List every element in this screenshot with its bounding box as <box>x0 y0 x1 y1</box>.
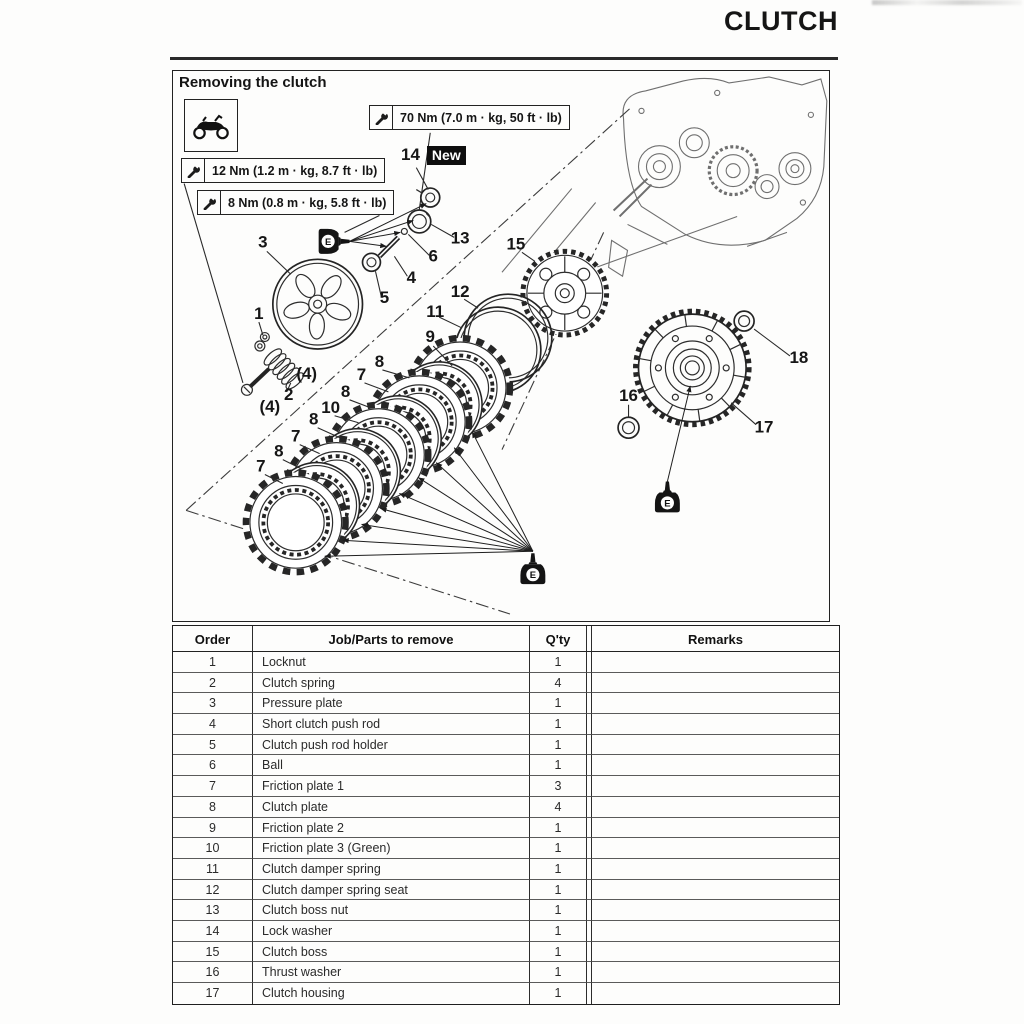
cell-remarks <box>592 838 839 859</box>
cell-order: 16 <box>173 962 253 983</box>
cell-qty: 1 <box>530 942 587 963</box>
callout-label: 8 <box>340 381 351 401</box>
callout-label: 4 <box>406 268 417 288</box>
cell-order: 6 <box>173 755 253 776</box>
cell-part: Pressure plate <box>253 693 530 714</box>
cell-part: Clutch damper spring seat <box>253 880 530 901</box>
cell-part: Lock washer <box>253 921 530 942</box>
callout-label: 8 <box>374 351 385 371</box>
cell-qty: 1 <box>530 755 587 776</box>
locknut-drawing <box>255 333 269 351</box>
torque-value: 70 Nm (7.0 m · kg, 50 ft · lb) <box>400 110 562 125</box>
oil-can-icon <box>520 553 545 584</box>
cell-remarks <box>592 797 839 818</box>
new-badge: New <box>427 146 466 165</box>
column-header-order: Order <box>173 626 253 652</box>
torque-spec-70nm <box>369 105 570 130</box>
section-title: Removing the clutch <box>179 74 327 91</box>
svg-text:E: E <box>529 570 537 582</box>
cell-remarks <box>592 714 839 735</box>
callout-label: 12 <box>450 282 470 302</box>
bracket-drawing <box>609 240 628 276</box>
oil-can-icon <box>655 482 680 513</box>
cell-part: Short clutch push rod <box>253 714 530 735</box>
cell-order: 15 <box>173 942 253 963</box>
cell-order: 3 <box>173 693 253 714</box>
spring-bolt-drawing <box>241 369 268 395</box>
cell-qty: 1 <box>530 962 587 983</box>
cell-part: Locknut <box>253 652 530 673</box>
cell-part: Clutch damper spring <box>253 859 530 880</box>
callout-label: 18 <box>789 347 809 367</box>
cell-qty: 1 <box>530 983 587 1004</box>
callout-label: 14 <box>401 145 420 164</box>
callout-label: 1 <box>254 304 264 324</box>
thrust-washer-drawing <box>618 417 639 438</box>
cell-remarks <box>592 652 839 673</box>
cell-order: 8 <box>173 797 253 818</box>
callout-label: 8 <box>308 409 319 429</box>
callout-label: (4) <box>259 396 281 416</box>
cell-remarks <box>592 900 839 921</box>
column-header-parts: Job/Parts to remove <box>253 626 530 652</box>
cell-part: Thrust washer <box>253 962 530 983</box>
callout-label: 7 <box>291 426 301 446</box>
cell-order: 4 <box>173 714 253 735</box>
cell-remarks <box>592 859 839 880</box>
cell-part: Clutch spring <box>253 673 530 694</box>
motorcycle-model-box <box>184 99 238 152</box>
callout-label: 9 <box>425 327 435 347</box>
torque-spec-12nm <box>181 158 385 183</box>
callout-label: 13 <box>450 228 470 248</box>
cell-part: Friction plate 3 (Green) <box>253 838 530 859</box>
cell-part: Clutch boss nut <box>253 900 530 921</box>
rod-holder-drawing <box>363 253 381 271</box>
crankcase-drawing <box>614 77 827 246</box>
motorcycle-icon <box>190 111 232 141</box>
torque-spec-8nm <box>197 190 394 215</box>
svg-text:E: E <box>324 236 332 248</box>
callout-label: (4) <box>296 363 318 383</box>
washer-drawing <box>734 311 754 331</box>
cell-part: Friction plate 1 <box>253 776 530 797</box>
cell-remarks <box>592 776 839 797</box>
cell-qty: 1 <box>530 735 587 756</box>
cell-part: Friction plate 2 <box>253 818 530 839</box>
cell-remarks <box>592 673 839 694</box>
callout-label: 3 <box>258 232 268 252</box>
cell-remarks <box>592 693 839 714</box>
column-header-qty: Q'ty <box>530 626 587 652</box>
wrench-icon <box>198 191 221 214</box>
callout-label: 10 <box>321 397 341 417</box>
cell-qty: 1 <box>530 900 587 921</box>
callout-label: 6 <box>428 246 438 266</box>
cell-qty: 1 <box>530 693 587 714</box>
cell-remarks <box>592 983 839 1004</box>
wrench-icon <box>370 106 393 129</box>
friction-plate-drawing <box>246 473 346 573</box>
cell-remarks <box>592 880 839 901</box>
cell-order: 12 <box>173 880 253 901</box>
callout-label: 16 <box>619 385 638 405</box>
clutch-boss-drawing <box>523 251 607 335</box>
callout-label: 5 <box>379 288 390 308</box>
cell-remarks <box>592 755 839 776</box>
header-rule <box>170 57 838 60</box>
cell-remarks <box>592 818 839 839</box>
clutch-housing-drawing <box>636 311 750 425</box>
parts-table <box>172 625 840 1005</box>
cell-order: 1 <box>173 652 253 673</box>
cell-order: 10 <box>173 838 253 859</box>
pressure-plate-drawing <box>273 259 363 349</box>
svg-text:E: E <box>664 498 671 510</box>
cell-qty: 1 <box>530 880 587 901</box>
cell-qty: 1 <box>530 859 587 880</box>
cell-qty: 1 <box>530 921 587 942</box>
ball-drawing <box>401 228 407 234</box>
scan-artifact <box>872 0 1022 5</box>
new-part-callout <box>401 145 466 165</box>
callout-label: 17 <box>754 417 774 437</box>
cell-qty: 4 <box>530 673 587 694</box>
cell-order: 7 <box>173 776 253 797</box>
cell-remarks <box>592 942 839 963</box>
callout-label: 11 <box>426 302 445 322</box>
cell-qty: 3 <box>530 776 587 797</box>
cell-remarks <box>592 735 839 756</box>
callout-label: 8 <box>274 441 284 461</box>
cell-order: 2 <box>173 673 253 694</box>
callout-label: 15 <box>506 234 526 254</box>
exploded-diagram-panel <box>172 70 830 622</box>
cell-remarks <box>592 962 839 983</box>
push-rod-drawing <box>379 237 398 256</box>
exploded-diagram <box>173 71 829 621</box>
cell-remarks <box>592 921 839 942</box>
page-title: CLUTCH <box>724 6 838 36</box>
cell-order: 9 <box>173 818 253 839</box>
cell-qty: 4 <box>530 797 587 818</box>
cell-qty: 1 <box>530 818 587 839</box>
cell-order: 11 <box>173 859 253 880</box>
cell-part: Clutch housing <box>253 983 530 1004</box>
wrench-icon <box>182 159 205 182</box>
torque-value: 12 Nm (1.2 m · kg, 8.7 ft · lb) <box>212 163 378 178</box>
cell-qty: 1 <box>530 838 587 859</box>
cell-part: Clutch push rod holder <box>253 735 530 756</box>
column-header-remarks: Remarks <box>592 626 839 652</box>
cell-part: Clutch plate <box>253 797 530 818</box>
callout-label: 7 <box>356 364 367 384</box>
cell-order: 13 <box>173 900 253 921</box>
cell-order: 17 <box>173 983 253 1004</box>
cell-qty: 1 <box>530 652 587 673</box>
cell-part: Clutch boss <box>253 942 530 963</box>
cell-order: 5 <box>173 735 253 756</box>
cell-qty: 1 <box>530 714 587 735</box>
torque-value: 8 Nm (0.8 m · kg, 5.8 ft · lb) <box>228 195 387 210</box>
cell-part: Ball <box>253 755 530 776</box>
callout-label: 7 <box>256 456 266 476</box>
callout-label: 2 <box>284 384 294 404</box>
cell-order: 14 <box>173 921 253 942</box>
